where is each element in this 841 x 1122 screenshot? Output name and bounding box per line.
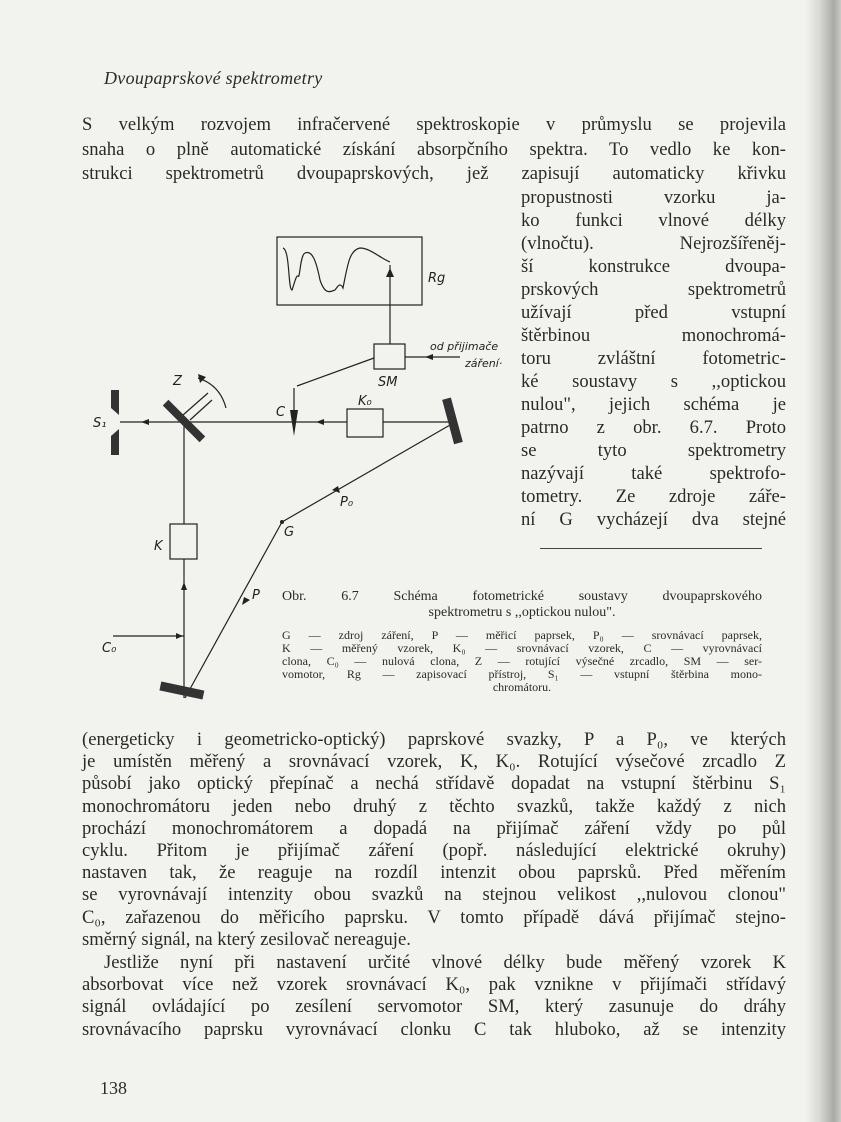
legend-line: K — měřený vzorek, K₀ — srovnávací vzorek, C — vyrovnávací [282, 641, 762, 655]
text-line: absorbovat více než vzorek srovnávací K₀, pak vznikne v přijímači střídavý [82, 974, 786, 996]
text-line: tometry. Ze zdroje záře- [521, 486, 786, 507]
reference-sample-k0 [347, 409, 383, 437]
text-line: prskových spektrometrů [521, 279, 786, 300]
text-line: nulou", jejich schéma je [521, 394, 786, 415]
text-line: signál ovládající po zesílení servomotor SM, který zasunuje do dráhy [82, 996, 786, 1018]
arrow-icon [198, 374, 206, 383]
mirror-bottom [159, 682, 204, 700]
figure-legend-last: chromátoru. [492, 680, 552, 694]
arrow-icon [242, 597, 250, 605]
servomotor-box [374, 344, 405, 369]
text-line: nastaven tak, že reaguje na rozdíl intenzit obou paprsků. Před měřením [82, 862, 786, 884]
arrow-right-icon [176, 633, 183, 639]
beam-p [185, 522, 282, 698]
arrow-left-icon [425, 354, 433, 360]
label-p0: P₀ [340, 495, 354, 510]
text-line: strukci spektrometrů dvoupaprskových, jež zapisují automaticky křivku [82, 163, 786, 184]
recorder-box [277, 237, 422, 305]
arrow-left-icon [316, 419, 324, 425]
text-line: cyklu. Přitom je přijímač záření (popř. následující elektrické okruhy) [82, 840, 786, 861]
divider-rule [540, 548, 762, 549]
legend-line: vomotor, Rg — zapisovací přístroj, S₁ — vstupní štěrbina mono- [282, 667, 762, 681]
text-line: štěrbinou monochromá- [521, 325, 786, 346]
legend-line: G — zdroj záření, P — měřicí paprsek, P₀ — srovnávací paprsek, [282, 628, 762, 642]
label-receiver-2: záření· [465, 357, 503, 370]
rotation-arrow [198, 378, 226, 408]
text-line: propustnosti vzorku ja- [521, 187, 786, 208]
mirror-right [442, 397, 463, 444]
text-line: je umístěn měřený a srovnávací vzorek, K, K₀. Rotující výsečové zrcadlo Z [82, 751, 786, 773]
text-line: se tyto spektrometry [521, 440, 786, 461]
text-line: ké soustavy s ,,optickou [521, 371, 786, 392]
legend-line: clona, C₀ — nulová clona, Z — rotující výsečné zrcadlo, SM — ser- [282, 654, 762, 668]
slit-lower-jaw [111, 429, 119, 455]
z-mirror-blade1 [183, 393, 208, 415]
source-g [280, 520, 284, 524]
text-line: Jestliže nyní při nastavení určité vlnové délky bude měřený vzorek K [104, 952, 786, 973]
sample-k [170, 524, 197, 559]
text-line: srovnávacího paprsku vyrovnávací clonku C tak hluboko, až se intenzity [82, 1018, 786, 1040]
body-last-line: směrný signál, na který zesilovač nereaguje. [82, 929, 411, 950]
text-line: užívají před vstupní [521, 302, 786, 323]
text-line: působí jako optický přepínač a nechá střídavě dopadat na vstupní štěrbinu S₁ [82, 773, 786, 795]
text-line: prochází monochromátorem a dopadá na přijímač záření vždy po půl [82, 817, 786, 839]
text-line: snaha o plně automatické získání absorpčního spektra. To vedlo ke kon- [82, 138, 786, 160]
label-k: K [154, 539, 163, 554]
shutter-c-wedge [290, 410, 298, 436]
label-s1: S₁ [93, 416, 107, 431]
arrow-up-icon [386, 268, 394, 277]
z-mirror-blade2 [190, 400, 212, 420]
label-g: G [284, 525, 295, 540]
page-edge-shadow [805, 0, 841, 1122]
label-c: C [276, 405, 286, 420]
text-line: S velkým rozvojem infračervené spektroskopie v průmyslu se projevila [82, 114, 786, 135]
text-line: monochromátoru jeden nebo druhý z těchto svazků, takže každý z nich [82, 795, 786, 817]
label-p: P [252, 588, 260, 603]
text-line: patrno z obr. 6.7. Proto [521, 417, 786, 438]
figure-caption-title: Obr. 6.7 Schéma fotometrické soustavy dvoupaprskového [282, 589, 762, 604]
recorded-spectrum-curve [283, 248, 390, 292]
label-rg: Rg [428, 271, 446, 286]
label-c0: C₀ [102, 641, 117, 656]
text-line: toru zvláštní fotometric- [521, 348, 786, 369]
slit-upper-jaw [111, 390, 119, 415]
arrow-left-icon [141, 419, 149, 425]
beam-p0 [282, 425, 450, 522]
text-line: ko funkci vlnové délky [521, 210, 786, 231]
label-receiver-1: od přijimače [430, 340, 499, 353]
figure-caption-title-2: spektrometru s ,,optickou nulou". [428, 605, 616, 620]
page-number: 138 [100, 1078, 127, 1098]
text-line: (vlnočtu). Nejrozšířeněj- [521, 233, 786, 254]
text-line: ní G vycházejí dva stejné [521, 509, 786, 530]
text-line: nazývají také spektrofo- [521, 463, 786, 484]
text-line: se vyrovnávají intenzity obou svazků na stejnou velikost ,,nulovou clonou" [82, 884, 786, 906]
text-line: C₀, zařazenou do měřicího paprsku. V tomto případě dává přijímač stejno- [82, 906, 786, 928]
label-k0: K₀ [358, 394, 372, 409]
text-line: ší konstrukce dvoupa- [521, 256, 786, 277]
sm-to-shutter-line [297, 358, 374, 386]
text-line: (energeticky i geometricko-optický) paprskové svazky, P a P₀, ve kterých [82, 729, 786, 750]
label-sm: SM [378, 375, 398, 390]
label-z: Z [173, 374, 182, 389]
running-header: Dvoupaprskové spektrometry [104, 68, 323, 88]
arrow-up-icon [181, 582, 187, 590]
